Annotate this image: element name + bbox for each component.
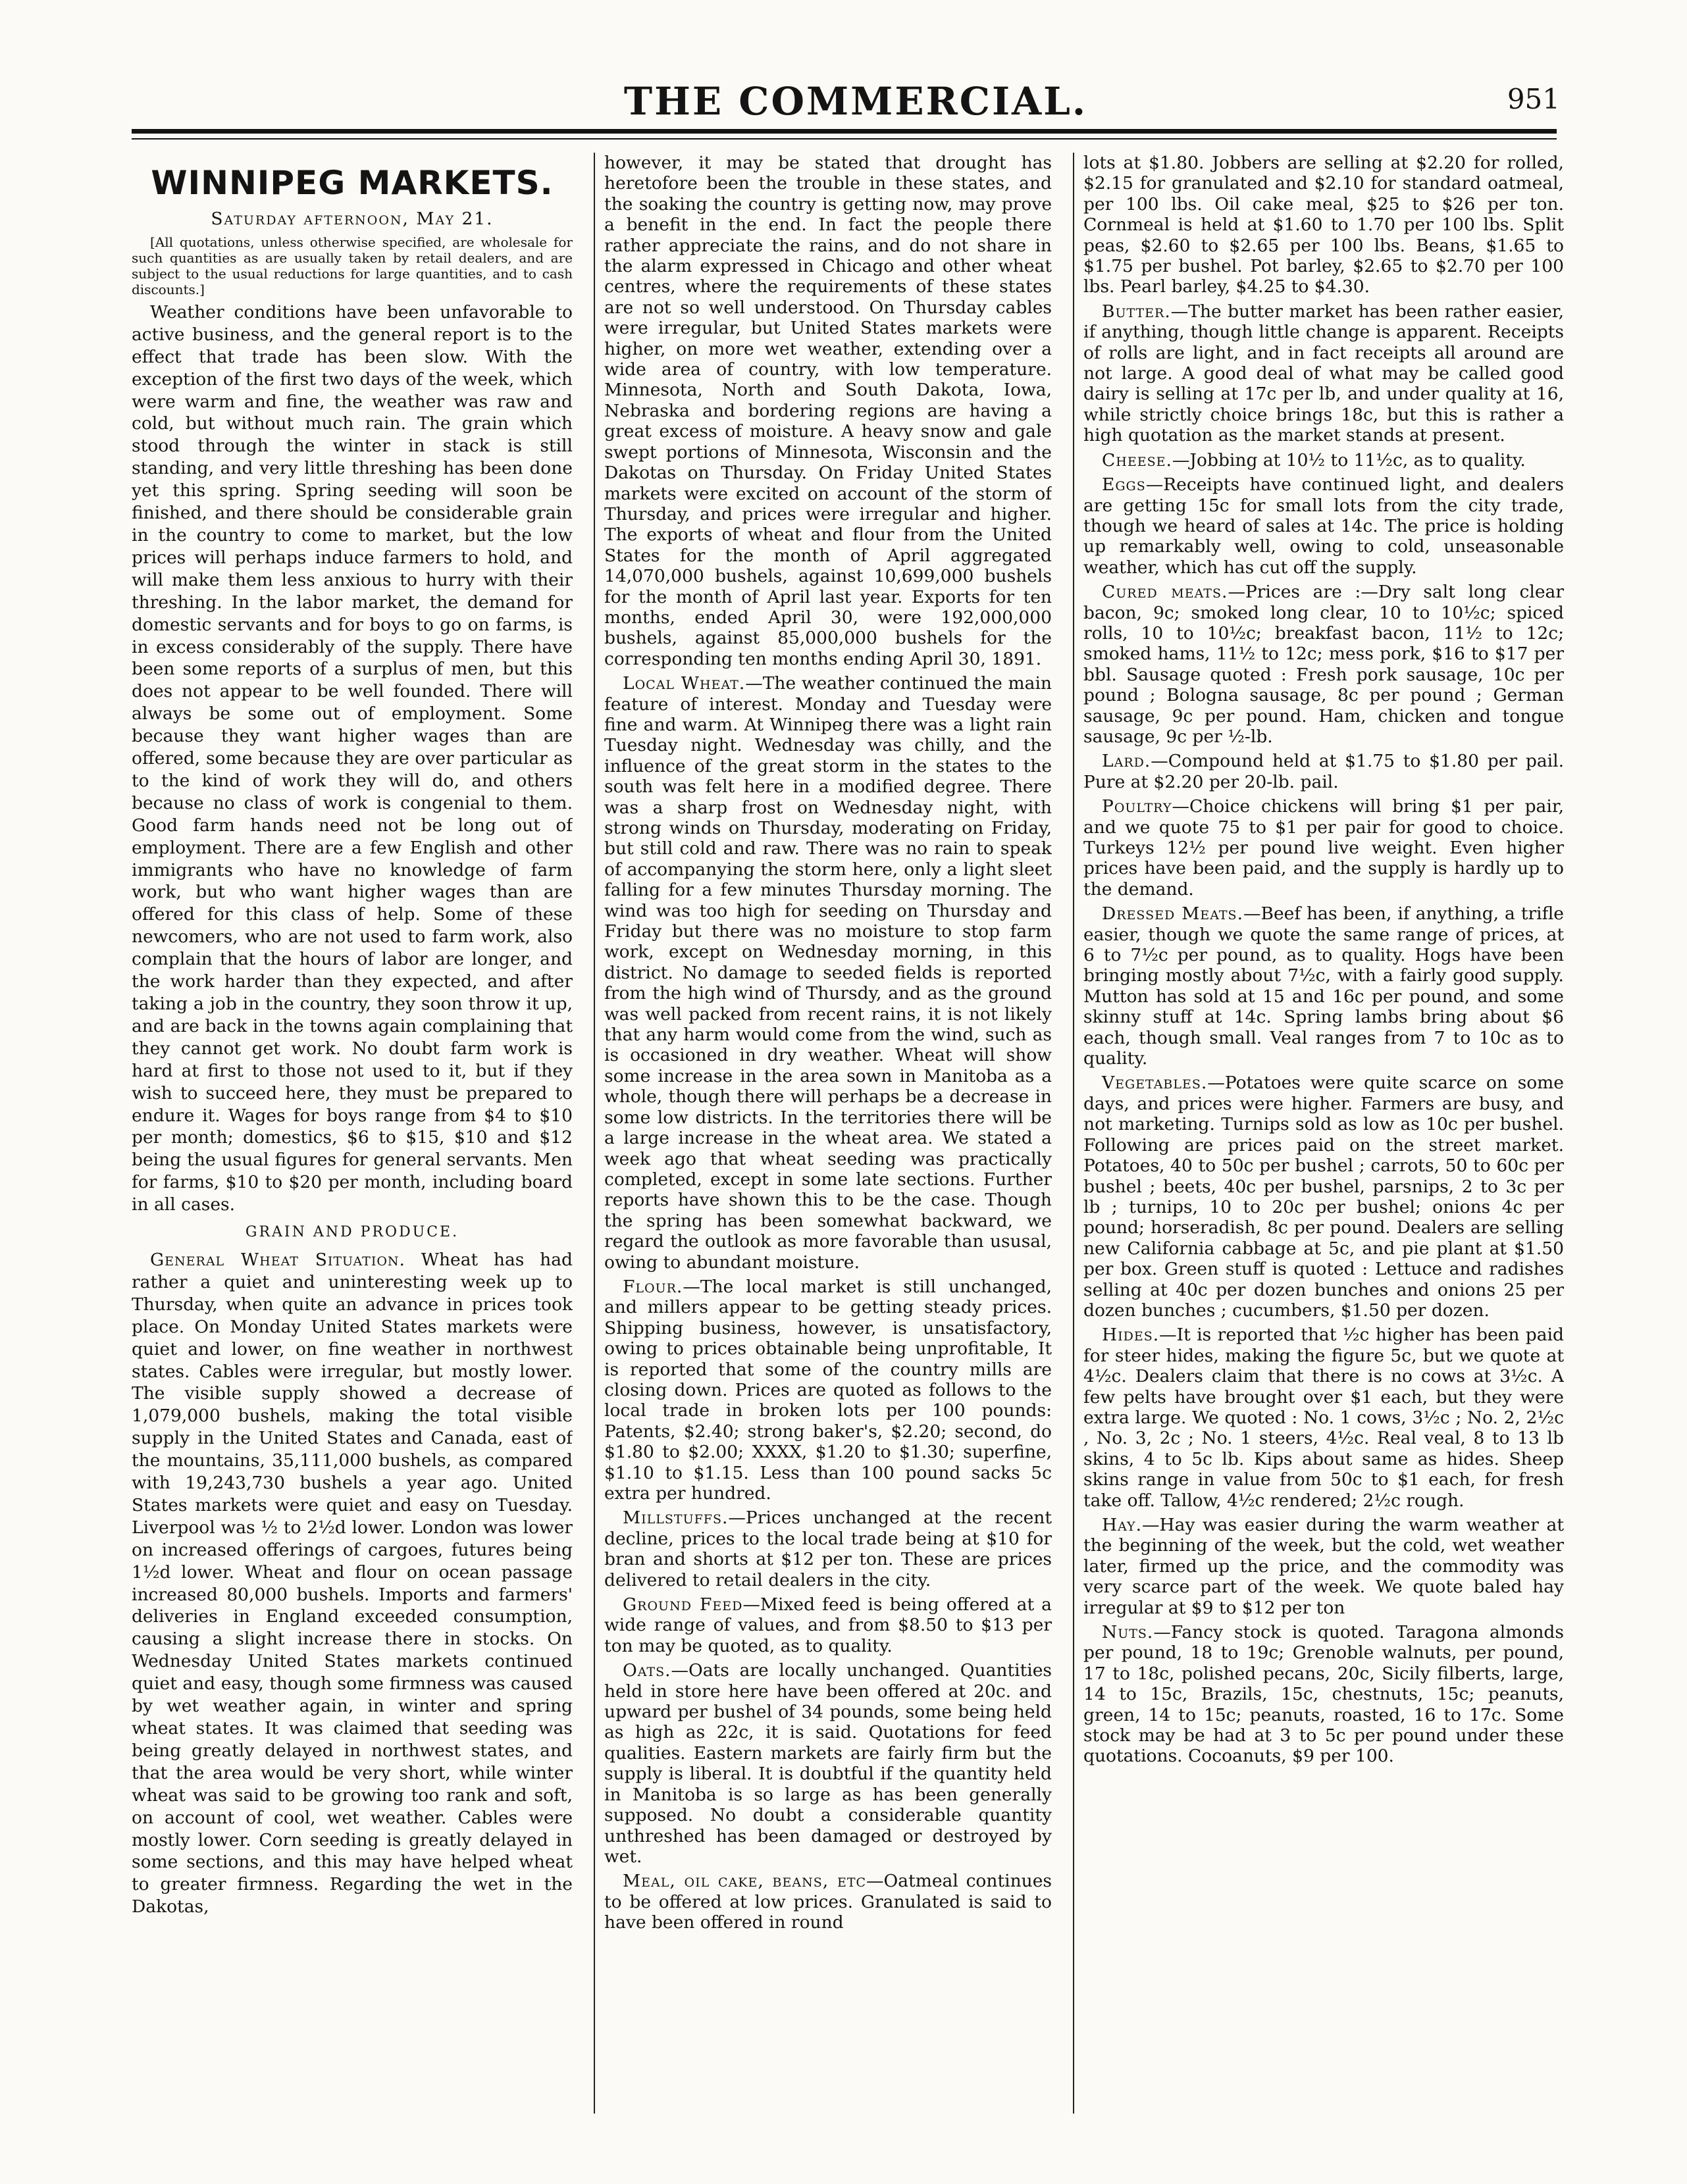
header-rule-thick	[132, 129, 1557, 134]
text-dressed-meats: —Beef has been, if anything, a trifle easier, though we quote the same range of prices, at 6 to 7½c per pound, as to quality. Hogs have been bringing mostly about 7½c, with a fairly good supply. Mutton has sold at 15 and 16c per pound, and some skinny stuff at 14c. Spring lambs bring about $6 each, though small. Veal ranges from 7 to 10c as to quality.	[1083, 903, 1564, 1069]
paragraph-hides	[1083, 1325, 1564, 1511]
paragraph-general-wheat	[132, 1249, 573, 1918]
text-local-wheat: —The weather continued the main feature of interest. Monday and Tuesday were fine and warm. At Winnipeg there was a light rain Tuesday night. Wednesday was chilly, and the influence of the great storm in the states to the south was felt here in a modified degree. There was a sharp frost on Wednesday night, with strong winds on Thursday, moderating on Friday, but still cold and raw. There was no rain to speak of accompanying the storm here, only a light sleet falling for a few minutes Thursday morning. The wind was too high for seeding on Thursday and Friday but there was no moisture to stop farm work, except on Wednesday morning, in this district. No damage to seeded fields is reported from the high wind of Thursdy, and as the ground was well packed from recent rains, it is not likely that any harm would come from the wind, such as is occasioned in dry weather. Wheat will show some increase in the area sown in Manitoba as a whole, though there will perhaps be a decrease in some low districts. In the territories there will be a large increase in the wheat area. We stated a week ago that wheat seeding was practically completed, except in some late sections. Further reports have shown this to be the case. Though the spring has been somewhat backward, we regard the outlook as more favorable than ususal, owing to abundant moisture.	[604, 673, 1052, 1273]
text-millstuffs: —Prices unchanged at the recent decline, prices to the local trade being at $10 for bran and shorts at $12 per ton. These are prices delivered to retail dealers in the city.	[604, 1508, 1052, 1590]
text-meal: —Oatmeal continues to be offered at low prices. Granulated is said to have been offered in round	[604, 1871, 1052, 1933]
text-ground-feed: —Mixed feed is being offered at a wide range of values, and from $8.50 to $13 per ton may be quoted, as to quality.	[604, 1594, 1052, 1656]
lead-butter: Butter.	[1102, 301, 1171, 322]
masthead-title: THE COMMERCIAL.	[623, 79, 1088, 124]
article-headline: WINNIPEG MARKETS.	[151, 164, 554, 202]
paragraph-local-wheat	[604, 673, 1052, 1273]
quotation-note: [All quotations, unless otherwise specified, are wholesale for such quantities as are usually taken by retail dealers, and are subject to the usual reductions for large quantities, and to cash discounts.]	[132, 234, 573, 297]
text-general-wheat: Wheat has had rather a quiet and uninteresting week up to Thursday, when quite an advance in prices took place. On Monday United States markets were quiet and lower, on fine weather in northwest states. Cables were irregular, but mostly lower. The visible supply showed a decrease of 1,079,000 bushels, making the total visible supply in the United States and Canada, east of the mountains, 35,111,000 bushels, as compared with 19,243,730 bushels a year ago. United States markets were quiet and easy on Tuesday. Liverpool was ½ to 2½d lower. London was lower on increased offerings of cargoes, futures being 1½d lower. Wheat and flour on ocean passage increased 80,000 bushels. Imports and farmers' deliveries in England exceeded consumption, causing a slight increase there in stocks. On Wednesday United States markets continued quiet and easy, though some firmness was caused by wet weather again, in winter and spring wheat states. It was claimed that seeding was being greatly delayed in northwest states, and that the area would be very short, while winter wheat was said to be growing too rank and soft, on account of cool, wet weather. Cables were mostly lower. Corn seeding is greatly delayed in some sections, and this may have helped wheat to greater firmness. Regarding the wet in the Dakotas,	[132, 1249, 573, 1917]
dateline: Saturday afternoon, May 21.	[211, 209, 494, 229]
paragraph-weather: Weather conditions have been unfavorable to active business, and the general report is to the effect that trade has been slow. With the exception of the first two days of the week, which were warm and fine, the weather was raw and cold, but without much rain. The grain which stood through the winter in stack is still standing, and very little threshing has been done yet this spring. Spring seeding will soon be finished, and there should be considerable grain in the country to come to market, but the low prices will perhaps induce farmers to hold, and will make them less anxious to hurry with their threshing. In the labor market, the demand for domestic servants and for boys to go on farms, is in excess considerably of the supply. There have been some reports of a surplus of men, but this does not appear to be well founded. There will always be some out of employment. Some because they want higher wages than are offered, some because they are over particular as to the kind of work they will do, and others because no class of work is congenial to them. Good farm hands need not be long out of employment. There are a few English and other immigrants who have no knowledge of farm work, but who want higher wages than are offered for this class of help. Some of these newcomers, who are not used to farm work, also complain that the hours of labor are longer, and the work harder than they expected, and after taking a job in the country, they soon throw it up, and are back in the towns again complaining that they cannot get work. No doubt farm work is hard at first to those not used to it, but if they wish to succeed here, they must be prepared to endure it. Wages for boys range from $4 to $10 per month; domestics, $6 to $15, $10 and $12 being the usual figures for general servants. Men for farms, $10 to $20 per month, including board in all cases.	[132, 301, 573, 1215]
lead-dressed-meats: Dressed Meats.	[1102, 903, 1243, 925]
paragraph-oats	[604, 1660, 1052, 1867]
column-2	[594, 153, 1052, 2114]
lead-eggs: Eggs	[1102, 474, 1146, 495]
text-oats: —Oats are locally unchanged. Quantities held in store here have been offered at 20c. and upward per bushel of 34 pounds, some being held as high as 22c, it is said. Quotations for feed qualities. Eastern markets are fairly firm but the supply is liberal. It is doubtful if the quantity held in Manitoba is so large as has been generally supposed. No doubt a considerable quantity unthreshed has been damaged or destroyed by wet.	[604, 1660, 1052, 1867]
text-vegetables: —Potatoes were quite scarce on some days, and prices were higher. Farmers are busy, and not marketing. Turnips sold as low as 10c per bushel. Following are prices paid on the street market. Potatoes, 40 to 50c per bushel ; carrots, 50 to 60c per bushel ; beets, 40c per bushel, parsnips, 2 to 3c per lb ; turnips, 10 to 20c per bushel; onions 4c per pound; horseradish, 8c per pound. Dealers are selling new California cabbage at 5c, and pie plant at $1.50 per box. Green stuff is quoted : Lettuce and radishes selling at 40c per dozen bunches and onions 25 per dozen bunches ; cucumbers, $1.50 per dozen.	[1083, 1073, 1564, 1321]
lead-local-wheat: Local Wheat.	[623, 673, 746, 694]
lead-cheese: Cheese.	[1102, 449, 1172, 470]
text-eggs: —Receipts have continued light, and dealers are getting 15c for small lots from the city trade, though we heard of sales at 14c. The price is holding up remarkably well, owing to cold, unseasonable weather, which has cut off the supply.	[1083, 474, 1564, 578]
paragraph-ground-feed	[604, 1594, 1052, 1656]
lead-oats: Oats.	[623, 1660, 671, 1681]
paragraph-millstuffs	[604, 1508, 1052, 1590]
lead-flour: Flour.	[623, 1276, 683, 1297]
paragraph-lard	[1083, 751, 1564, 792]
lead-poultry: Poultry	[1102, 796, 1172, 817]
lead-millstuffs: Millstuffs.	[623, 1508, 729, 1529]
lead-general-wheat: General Wheat Situation.	[150, 1249, 405, 1270]
text-lard: —Compound held at $1.75 to $1.80 per pail. Pure at $2.20 per 20-lb. pail.	[1083, 751, 1564, 792]
lead-hides: Hides.	[1102, 1325, 1160, 1346]
lead-cured-meats: Cured meats.	[1102, 582, 1228, 603]
header-rule-thin	[132, 138, 1557, 140]
lead-lard: Lard.	[1102, 751, 1151, 772]
paragraph-poultry	[1083, 796, 1564, 900]
lead-vegetables: Vegetables.	[1102, 1073, 1208, 1094]
lead-nuts: Nuts.	[1102, 1622, 1154, 1643]
section-subhead: GRAIN AND PRODUCE.	[245, 1224, 459, 1241]
paragraph-meal	[604, 1871, 1052, 1933]
page-number: 951	[1507, 83, 1560, 115]
paragraph-dressed-meats	[1083, 903, 1564, 1069]
paragraph-flour	[604, 1277, 1052, 1504]
paragraph-butter	[1083, 301, 1564, 446]
text-cheese: —Jobbing at 10½ to 11½c, as to quality.	[1172, 449, 1526, 470]
text-butter: —The butter market has been rather easier, if anything, though little change is apparent. Receipts of rolls are light, and in fact receipts all around are not large. A good deal of what may be called good dairy is selling at 17c per lb, and under quality at 16, while strictly choice brings 18c, but this is rather a high quotation as the market stands at present.	[1083, 301, 1564, 446]
text-hides: —It is reported that ½c higher has been paid for steer hides, making the figure 5c, but we quote at 4½c. Dealers claim that there is no cows at 3½c. A few pelts have brought over $1 each, but they were extra large. We quoted : No. 1 cows, 3½c ; No. 2, 2½c , No. 3, 2c ; No. 1 steers, 4½c. Real veal, 8 to 13 lb skins, 4 to 5c lb. Kips about same as hides. Sheep skins range in value from 50c to $1 each, for fresh take off. Tallow, 4½c rendered; 2½c rough.	[1083, 1325, 1564, 1511]
lead-meal: Meal, oil cake, beans, etc	[623, 1871, 867, 1892]
paragraph-wheat-continued: however, it may be stated that drought has heretofore been the trouble in these states, and the soaking the country is getting now, may prove a benefit in the end. In fact the people there rather appreciate the rains, and do not share in the alarm expressed in Chicago and other wheat centres, where the requirements of these states are not so well understood. On Thursday cables were irregular, but United States markets were higher, on more wet weather, extending over a wide area of country, with low temperature. Minnesota, North and South Dakota, Iowa, Nebraska and bordering regions are having a great excess of moisture. A heavy snow and gale swept portions of Minnesota, Wisconsin and the Dakotas on Thursday. On Friday United States markets were excited on account of the storm of Thursday, and prices were irregular and higher. The exports of wheat and flour from the United States for the month of April aggregated 14,070,000 bushels, against 10,699,000 bushels for the month of April last year. Exports for ten months, ended April 30, were 192,000,000 bushels, against 85,000,000 bushels for the corresponding ten months ending April 30, 1891.	[604, 153, 1052, 669]
text-hay: —Hay was easier during the warm weather at the beginning of the week, but the cold, wet weather later, firmed up the price, and the commodity was very scarce part of the week. We quote baled hay irregular at $9 to $12 per ton	[1083, 1515, 1564, 1618]
paragraph-cheese	[1083, 450, 1564, 470]
lead-ground-feed: Ground Feed	[623, 1594, 743, 1615]
paragraph-hay	[1083, 1515, 1564, 1618]
lead-hay: Hay.	[1102, 1515, 1143, 1535]
paragraph-meal-continued: lots at $1.80. Jobbers are selling at $2.20 for rolled, $2.15 for granulated and $2.10 for standard oatmeal, per 100 lbs. Oil cake meal, $25 to $26 per ton. Cornmeal is held at $1.60 to 1.70 per 100 lbs. Split peas, $2.60 to $2.65 per 100 lbs. Beans, $1.65 to $1.75 per bushel. Pot barley, $2.65 to $2.70 per 100 lbs. Pearl barley, $4.25 to $4.30.	[1083, 153, 1564, 297]
text-poultry: —Choice chickens will bring $1 per pair, and we quote 75 to $1 per pair for good to choice. Turkeys 12½ per pound live weight. Even higher prices have been paid, and the supply is hardly up to the demand.	[1083, 796, 1564, 900]
column-1	[132, 153, 573, 2114]
column-3	[1073, 153, 1564, 2114]
text-cured-meats: —Prices are :—Dry salt long clear bacon, 9c; smoked long clear, 10 to 10½c; spiced rolls, 10 to 10½c; breakfast bacon, 11½ to 12c; smoked hams, 11½ to 12c; mess pork, $16 to $17 per bbl. Sausage quoted : Fresh pork sausage, 10c per pound ; Bologna sausage, 8c per pound ; German sausage, 9c per pound. Ham, chicken and tongue sausage, 9c per ½-lb.	[1083, 582, 1564, 747]
paragraph-vegetables	[1083, 1073, 1564, 1321]
paragraph-cured-meats	[1083, 582, 1564, 747]
text-nuts: —Fancy stock is quoted. Taragona almonds per pound, 18 to 19c; Grenoble walnuts, per pound, 17 to 18c, polished pecans, 20c, Sicily filberts, large, 14 to 15c, Brazils, 15c, chestnuts, 15c; peanuts, green, 14 to 15c; peanuts, roasted, 16 to 17c. Some stock may be had at 3 to 5c per pound under these quotations. Cocoanuts, $9 per 100.	[1083, 1622, 1564, 1767]
paragraph-nuts	[1083, 1622, 1564, 1767]
paragraph-eggs	[1083, 474, 1564, 578]
text-flour: —The local market is still unchanged, and millers appear to be getting steady prices. Shipping business, however, is unsatisfactory, owing to prices obtainable being unprofitable, It is reported that some of the country mills are closing down. Prices are quoted as follows to the local trade in broken lots per 100 pounds: Patents, $2.40; strong baker's, $2.20; second, do $1.80 to $2.00; XXXX, $1.20 to $1.30; superfine, $1.10 to $1.15. Less than 100 pound sacks 5c extra per hundred.	[604, 1276, 1052, 1504]
